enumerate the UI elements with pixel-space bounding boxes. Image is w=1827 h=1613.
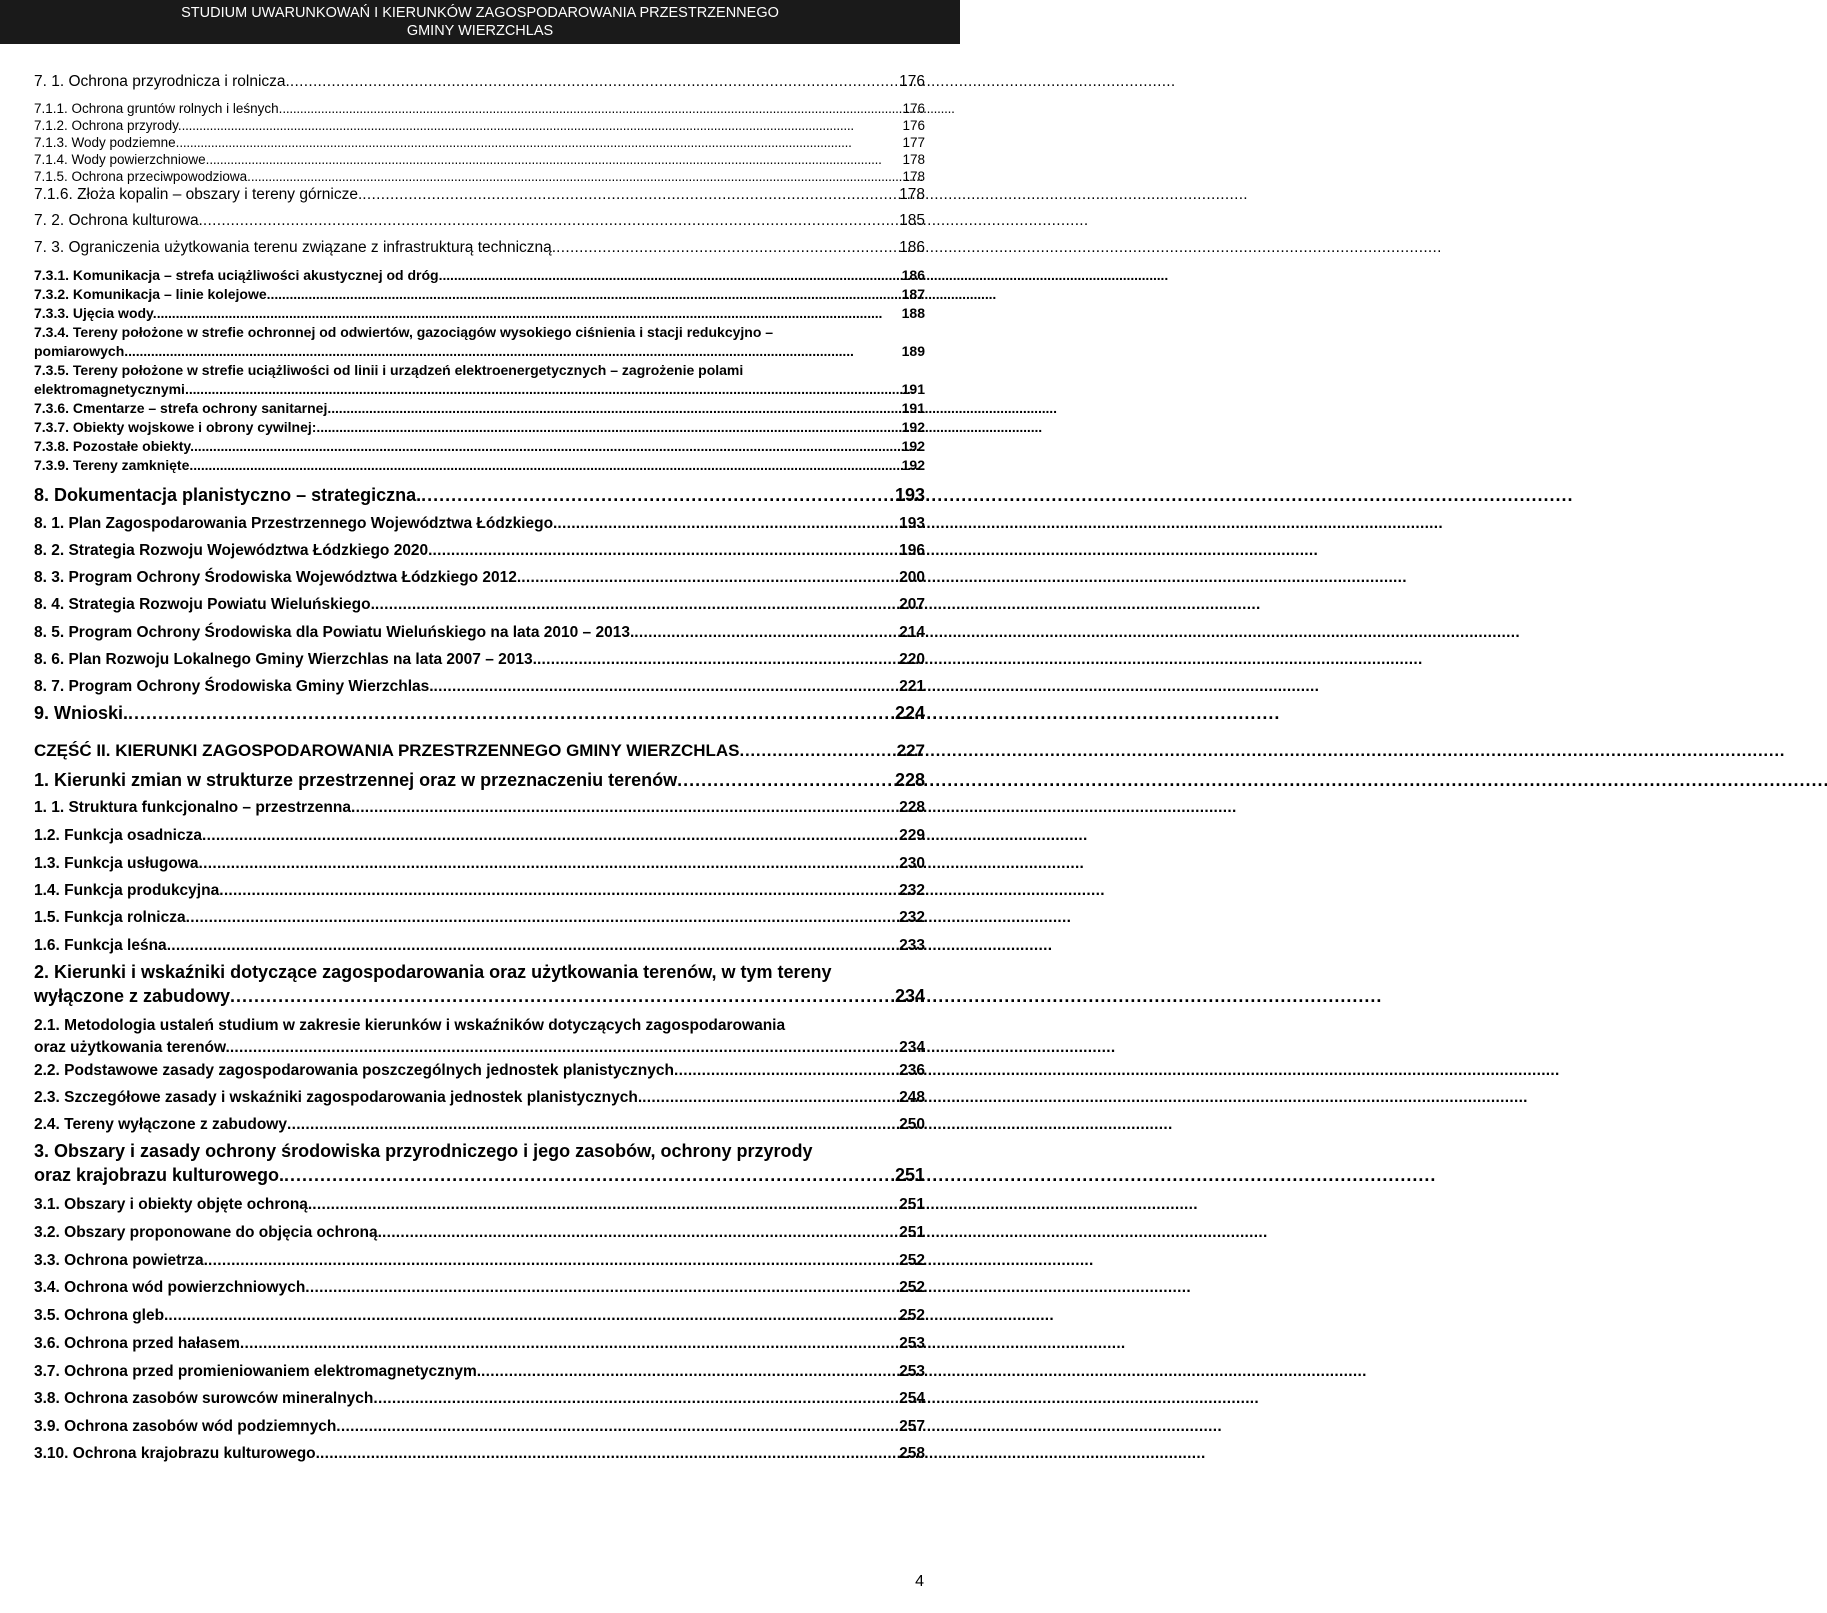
dot-leader: [240, 1333, 897, 1355]
toc-entry[interactable]: [34, 266, 925, 285]
toc-entry-title: 7.1.3. Wody podziemne.: [34, 135, 180, 150]
header-title-line-2: GMINY WIERZCHLAS: [406, 23, 554, 39]
toc-entry[interactable]: [34, 168, 925, 185]
toc-entry-title: 8. Dokumentacja planistyczno – strategiczna.: [34, 485, 422, 505]
toc-entry[interactable]: [34, 935, 925, 957]
dot-leader: [674, 1060, 897, 1082]
toc-entry-page: 234: [899, 1039, 925, 1056]
toc-entry-title: 1.4. Funkcja produkcyjna: [34, 882, 220, 899]
dot-leader: [432, 540, 897, 562]
toc-entry-title: 1.6. Funkcja leśna: [34, 937, 167, 954]
toc-entry[interactable]: [34, 285, 925, 304]
toc-entry[interactable]: [34, 513, 925, 535]
dot-leader: [202, 825, 897, 847]
toc-entry-page: 229: [899, 827, 925, 844]
toc-entry-page: 193: [899, 515, 925, 532]
toc-entry-title-line-1: 2. Kierunki i wskaźniki dotyczące zagospodarowania oraz użytkowania terenów, w tym tereny: [34, 962, 832, 982]
toc-entry-title: 7.3.8. Pozostałe obiekty.: [34, 438, 195, 454]
toc-entry[interactable]: [34, 185, 925, 205]
dot-leader: [305, 1277, 897, 1299]
header-title-line-1: STUDIUM UWARUNKOWAŃ I KIERUNKÓW ZAGOSPODAROWANIA PRZESTRZENNEGO: [181, 5, 779, 21]
dot-leader: [182, 117, 901, 134]
toc-entry[interactable]: [34, 825, 925, 847]
toc-entry[interactable]: [34, 1114, 925, 1136]
toc-entry[interactable]: [34, 72, 925, 92]
toc-entry-title-line-1: 2.1. Metodologia ustaleń studium w zakresie kierunków i wskaźników dotyczących zagospodarowania: [34, 1017, 786, 1034]
dot-leader: [481, 1361, 897, 1383]
toc-entry-page: 187: [901, 286, 925, 302]
toc-entry-title: 7.1.1. Ochrona gruntów rolnych i leśnych.: [34, 101, 283, 116]
dot-leader: [537, 649, 897, 671]
dot-leader: [351, 797, 897, 819]
dot-leader: [421, 483, 893, 507]
toc-entry-title: 1. Kierunki zmian w strukturze przestrzennej oraz w przeznaczeniu terenów: [34, 770, 678, 790]
toc-entry-page: 251: [894, 1165, 925, 1185]
toc-entry[interactable]: [34, 649, 925, 671]
toc-entry-multiline[interactable]: [34, 323, 925, 361]
toc-entry-page: 227: [896, 741, 925, 760]
toc-entry-title: 3.5. Ochrona gleb.: [34, 1307, 169, 1324]
toc-entry-page: 176: [902, 118, 925, 133]
toc-entry-title: 8. 6. Plan Rozwoju Lokalnego Gminy Wierzchlas na lata 2007 – 2013.: [34, 651, 537, 668]
toc-entry-title: 7.3.9. Tereny zamknięte.: [34, 457, 194, 473]
dot-leader: [219, 880, 897, 902]
toc-entry-page: 257: [899, 1418, 925, 1435]
toc-entry-page: 207: [899, 596, 925, 613]
toc-entry-title: 7.3.7. Obiekty wojskowe i obrony cywilnej:: [34, 419, 317, 435]
toc-part-entry[interactable]: [34, 740, 925, 762]
toc-entry[interactable]: [34, 676, 925, 698]
toc-entry-title-line-1: 3. Obszary i zasady ochrony środowiska przyrodniczego i jego zasobów, ochrony przyrody: [34, 1141, 813, 1161]
document-running-header: [0, 0, 960, 44]
toc-entry-page: 250: [899, 1116, 925, 1133]
toc-entry-title: 8. 7. Program Ochrony Środowiska Gminy Wierzchlas.: [34, 678, 434, 695]
dot-leader: [128, 342, 900, 361]
toc-chapter-entry[interactable]: [34, 701, 925, 725]
dot-leader: [290, 72, 897, 92]
dot-leader: [251, 168, 901, 185]
dot-leader: [284, 1163, 893, 1187]
toc-entry-title: 1.5. Funkcja rolnicza: [34, 909, 186, 926]
toc-entry-page: 248: [899, 1089, 925, 1106]
toc-entry-page: 254: [899, 1390, 925, 1407]
toc-entry-title: 3.4. Ochrona wód powierzchniowych: [34, 1279, 306, 1296]
toc-entry[interactable]: [34, 211, 925, 231]
toc-entry-page: 224: [894, 703, 925, 723]
dot-leader: [282, 100, 900, 117]
dot-leader: [287, 1114, 897, 1136]
dot-leader: [316, 418, 899, 437]
toc-entry[interactable]: [34, 1305, 925, 1327]
toc-entry-title: 8. 4. Strategia Rozwoju Powiatu Wieluńskiego.: [34, 596, 375, 613]
toc-entry-page: 176: [899, 73, 925, 90]
toc-entry-multiline[interactable]: [34, 361, 925, 399]
toc-entry-title-line-1: 7.3.5. Tereny położone w strefie uciążliwości od linii i urządzeń elektroenergetycznych – zagrożenie polami: [34, 362, 744, 378]
toc-entry-title: 2.2. Podstawowe zasady zagospodarowania poszczególnych jednostek planistycznych: [34, 1062, 674, 1079]
toc-entry-page: 252: [899, 1279, 925, 1296]
toc-entry-page: 252: [899, 1307, 925, 1324]
toc-entry-title-line-2: elektromagnetycznymi.: [34, 381, 189, 397]
toc-entry-page: 189: [901, 343, 925, 359]
toc-entry-page: 253: [899, 1363, 925, 1380]
toc-entry-page: 176: [902, 101, 925, 116]
toc-entry-page: 185: [899, 212, 925, 229]
toc-entry[interactable]: [34, 797, 925, 819]
toc-chapter-entry-multiline[interactable]: [34, 960, 925, 1008]
dot-leader: [634, 622, 897, 644]
toc-entry-title: 7.1.6. Złoża kopalin – obszary i tereny górnicze.: [34, 186, 363, 203]
dot-leader: [230, 984, 893, 1008]
toc-entry-page: 228: [899, 799, 925, 816]
dot-leader: [336, 1416, 897, 1438]
toc-entry[interactable]: [34, 238, 925, 258]
toc-entry-title: 7.3.2. Komunikacja – linie kolejowe.: [34, 286, 271, 302]
toc-entry-title: 7.1.4. Wody powierzchniowe.: [34, 152, 210, 167]
toc-entry-title: 8. 5. Program Ochrony Środowiska dla Powiatu Wieluńskiego na lata 2010 – 2013.: [34, 624, 635, 641]
toc-entry-title: 3.10. Ochrona krajobrazu kulturowego.: [34, 1445, 320, 1462]
dot-leader: [557, 513, 897, 535]
toc-entry[interactable]: [34, 1443, 925, 1465]
toc-entry-title: 1. 1. Struktura funkcjonalno – przestrzenna: [34, 799, 351, 816]
toc-entry-title: 3.6. Ochrona przed hałasem: [34, 1335, 240, 1352]
toc-entry[interactable]: [34, 1060, 925, 1082]
toc-entry-title: 3.8. Ochrona zasobów surowców mineralnych: [34, 1390, 374, 1407]
toc-entry-title: 7. 2. Ochrona kulturowa.: [34, 212, 203, 229]
toc-entry-page: 220: [899, 651, 925, 668]
dot-leader: [208, 1250, 897, 1272]
toc-entry[interactable]: [34, 1388, 925, 1410]
toc-entry-title: 7.1.2. Ochrona przyrody.: [34, 118, 182, 133]
dot-leader: [556, 238, 897, 258]
toc-entry-page: 191: [901, 400, 925, 416]
toc-entry[interactable]: [34, 880, 925, 902]
toc-entry-page: 230: [899, 855, 925, 872]
dot-leader: [203, 211, 897, 231]
toc-entry-title: 3.1. Obszary i obiekty objęte ochroną.: [34, 1196, 313, 1213]
toc-entry-page: 193: [894, 485, 925, 505]
dot-leader: [312, 1194, 897, 1216]
toc-entry-page: 186: [901, 267, 925, 283]
toc-entry[interactable]: [34, 1333, 925, 1355]
toc-entry-page: 252: [899, 1252, 925, 1269]
dot-leader: [209, 151, 900, 168]
toc-entry-page: 196: [899, 542, 925, 559]
toc-entry-title-line-2: pomiarowych.: [34, 343, 129, 359]
toc-entry-page: 188: [901, 305, 925, 321]
toc-entry[interactable]: [34, 151, 925, 168]
toc-entry-page: 228: [894, 770, 925, 790]
toc-entry-title: 8. 2. Strategia Rozwoju Województwa Łódzkiego 2020.: [34, 542, 433, 559]
toc-entry-title: 7.1.5. Ochrona przeciwpowodziowa.: [34, 169, 251, 184]
toc-entry-page: 177: [902, 135, 925, 150]
toc-entry[interactable]: [34, 1087, 925, 1109]
toc-entry-title: 3.9. Ochrona zasobów wód podziemnych: [34, 1418, 337, 1435]
toc-entry-title: 8. 3. Program Ochrony Środowiska Województwa Łódzkiego 2012.: [34, 569, 522, 586]
dot-leader: [189, 380, 900, 399]
toc-entry-title: 9. Wnioski.: [34, 703, 129, 723]
toc-entry[interactable]: [34, 134, 925, 151]
toc-entry[interactable]: [34, 100, 925, 117]
toc-entry[interactable]: [34, 1250, 925, 1272]
toc-chapter-entry-multiline[interactable]: [34, 1139, 925, 1187]
toc-entry-title-line-1: 7.3.4. Tereny położone w strefie ochronnej od odwiertów, gazociągów wysokiego ciśnienia i stacji redukcyjno –: [34, 324, 774, 340]
dot-leader: [230, 1037, 897, 1059]
toc-entry-title-line-2: oraz użytkowania terenów.: [34, 1039, 230, 1056]
toc-entry[interactable]: [34, 540, 925, 562]
toc-entry-page: 200: [899, 569, 925, 586]
dot-leader: [677, 768, 893, 792]
toc-entry-title: CZĘŚĆ II. KIERUNKI ZAGOSPODAROWANIA PRZESTRZENNEGO GMINY WIERZCHLAS: [34, 741, 740, 760]
toc-entry-page: 178: [902, 152, 925, 167]
toc-entry-page: 232: [899, 909, 925, 926]
dot-leader: [194, 437, 900, 456]
dot-leader: [186, 907, 898, 929]
dot-leader: [642, 1087, 897, 1109]
toc-entry-title: 7. 3. Ograniczenia użytkowania terenu związane z infrastrukturą techniczną.: [34, 239, 557, 256]
toc-entry-page: 214: [899, 624, 925, 641]
toc-entry[interactable]: [34, 1361, 925, 1383]
dot-leader: [320, 1443, 897, 1465]
toc-entry-page: 258: [899, 1445, 925, 1462]
dot-leader: [179, 134, 900, 151]
toc-entry-title: 7.3.1. Komunikacja – strefa uciążliwości akustycznej od dróg.: [34, 267, 443, 283]
toc-entry-title: 7. 1. Ochrona przyrodnicza i rolnicza.: [34, 73, 290, 90]
dot-leader: [271, 285, 900, 304]
toc-entry-page: 251: [899, 1224, 925, 1241]
dot-leader: [199, 853, 898, 875]
toc-entry-title: 7.3.6. Cmentarze – strefa ochrony sanitarnej.: [34, 400, 332, 416]
dot-leader: [740, 740, 895, 762]
toc-entry-page: 192: [901, 457, 925, 473]
toc-entry[interactable]: [34, 399, 925, 418]
toc-entry[interactable]: [34, 853, 925, 875]
toc-entry[interactable]: [34, 1222, 925, 1244]
dot-leader: [434, 676, 898, 698]
toc-entry[interactable]: [34, 1194, 925, 1216]
dot-leader: [375, 594, 897, 616]
dot-leader: [168, 1305, 897, 1327]
toc-entry[interactable]: [34, 907, 925, 929]
toc-entry-page: 191: [901, 381, 925, 397]
toc-chapter-entry[interactable]: [34, 483, 925, 507]
toc-entry-page: 192: [901, 419, 925, 435]
dot-leader: [128, 701, 893, 725]
page-number: 4: [915, 1573, 924, 1590]
toc-entry-multiline[interactable]: [34, 1015, 925, 1059]
toc-entry[interactable]: [34, 567, 925, 589]
dot-leader: [521, 567, 897, 589]
toc-entry-title: 3.2. Obszary proponowane do objęcia ochroną.: [34, 1224, 382, 1241]
toc-entry-page: 233: [899, 937, 925, 954]
toc-entry-title: 7.3.3. Ujęcia wody.: [34, 305, 157, 321]
toc-entry-title: 3.3. Ochrona powietrza.: [34, 1252, 208, 1269]
toc-entry-title: 3.7. Ochrona przed promieniowaniem elektromagnetycznym.: [34, 1363, 482, 1380]
toc-entry[interactable]: [34, 418, 925, 437]
toc-entry-page: 192: [901, 438, 925, 454]
toc-entry[interactable]: [34, 1416, 925, 1438]
dot-leader: [331, 399, 899, 418]
toc-entry-title: 1.2. Funkcja osadnicza: [34, 827, 202, 844]
toc-entry-title-line-2: wyłączone z zabudowy: [34, 986, 231, 1006]
dot-leader: [442, 266, 899, 285]
toc-entry-page: 234: [894, 986, 925, 1006]
toc-entry-page: 186: [899, 239, 925, 256]
toc-entry[interactable]: [34, 456, 925, 475]
toc-entry[interactable]: [34, 1277, 925, 1299]
toc-entry[interactable]: [34, 117, 925, 134]
toc-entry-page: 178: [899, 186, 925, 203]
toc-entry-page: 232: [899, 882, 925, 899]
toc-entry-title: 8. 1. Plan Zagospodarowania Przestrzennego Województwa Łódzkiego.: [34, 515, 558, 532]
dot-leader: [362, 185, 897, 205]
dot-leader: [157, 304, 900, 323]
toc-entry[interactable]: [34, 594, 925, 616]
toc-entry[interactable]: [34, 437, 925, 456]
toc-entry[interactable]: [34, 304, 925, 323]
toc-entry-page: 253: [899, 1335, 925, 1352]
toc-entry-page: 251: [899, 1196, 925, 1213]
toc-entry[interactable]: [34, 622, 925, 644]
dot-leader: [373, 1388, 897, 1410]
toc-entry-title: 1.3. Funkcja usługowa: [34, 855, 199, 872]
toc-entry-page: 221: [899, 678, 925, 695]
dot-leader: [167, 935, 897, 957]
dot-leader: [193, 456, 899, 475]
toc-entry-page: 236: [899, 1062, 925, 1079]
dot-leader: [382, 1222, 897, 1244]
toc-chapter-entry[interactable]: [34, 768, 925, 792]
toc-entry-title: 2.3. Szczegółowe zasady i wskaźniki zagospodarowania jednostek planistycznych.: [34, 1089, 643, 1106]
toc-entry-title-line-2: oraz krajobrazu kulturowego.: [34, 1165, 285, 1185]
toc-entry-title: 2.4. Tereny wyłączone z zabudowy: [34, 1116, 287, 1133]
toc-entry-page: 178: [902, 169, 925, 184]
